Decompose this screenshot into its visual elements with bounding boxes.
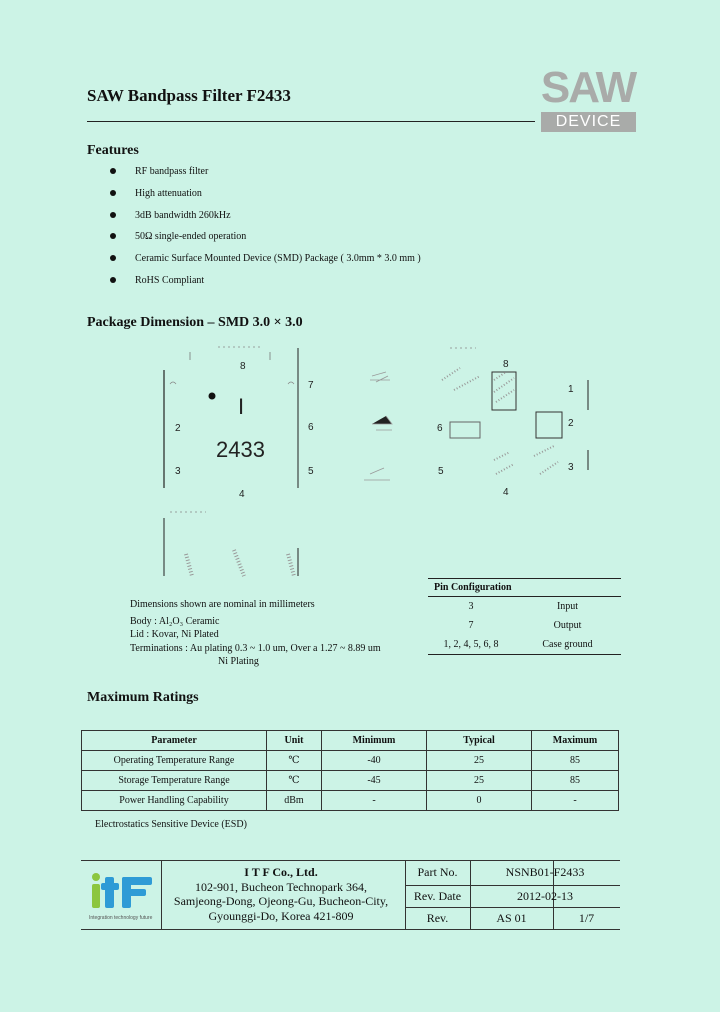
pin-configuration-table bbox=[428, 578, 621, 655]
bullet-icon bbox=[110, 212, 116, 218]
marking-line1: I bbox=[238, 394, 245, 419]
package-heading: Package Dimension – SMD 3.0 × 3.0 bbox=[87, 315, 303, 330]
bottom-pin-4: 4 bbox=[503, 487, 509, 498]
bottom-pin-1: 1 bbox=[568, 384, 574, 395]
top-pin-6: 6 bbox=[308, 422, 314, 433]
page-title: SAW Bandpass Filter F2433 bbox=[87, 86, 291, 105]
company-name: I T F Co., Ltd. bbox=[244, 865, 318, 879]
rev-date-value: 2012-02-13 bbox=[517, 889, 573, 903]
company-address: Gyounggi-Do, Korea 421-809 bbox=[208, 908, 354, 923]
top-pin-5: 5 bbox=[308, 466, 314, 477]
bottom-view bbox=[437, 348, 588, 498]
feature-item: 50Ω single-ended operation bbox=[110, 229, 421, 251]
top-pin-7: 7 bbox=[308, 380, 314, 391]
top-pin-2: 2 bbox=[175, 423, 181, 434]
rev-label: Rev. bbox=[426, 911, 449, 925]
rev-value: AS 01 bbox=[496, 911, 527, 925]
saw-device-logo bbox=[540, 63, 636, 133]
part-no-label: Part No. bbox=[417, 865, 458, 879]
bottom-pin-6: 6 bbox=[437, 423, 443, 434]
features-list bbox=[110, 164, 421, 295]
rev-date-label: Rev. Date bbox=[413, 889, 462, 903]
table-row: 1, 2, 4, 5, 6, 8 Case ground bbox=[428, 635, 621, 655]
note-line: Terminations : Au plating 0.3 ~ 1.0 um, Over a 1.27 ~ 8.89 um bbox=[130, 642, 381, 654]
company-address: Samjeong-Dong, Ojeong-Gu, Bucheon-City, bbox=[173, 894, 389, 908]
land-pattern bbox=[364, 372, 392, 480]
max-ratings-table bbox=[81, 730, 619, 811]
side-view bbox=[164, 512, 298, 576]
bullet-icon bbox=[110, 190, 116, 196]
top-pin-4: 4 bbox=[239, 489, 245, 500]
feature-item: Ceramic Surface Mounted Device (SMD) Package ( 3.0mm * 3.0 mm ) bbox=[110, 251, 421, 273]
package-dimension-drawing bbox=[150, 340, 620, 590]
feature-item: RoHS Compliant bbox=[110, 273, 421, 295]
title-divider bbox=[87, 121, 535, 122]
bullet-icon bbox=[110, 255, 116, 261]
top-pin-8: 8 bbox=[240, 361, 246, 372]
top-pin-3: 3 bbox=[175, 466, 181, 477]
top-view bbox=[164, 347, 314, 500]
part-no-value: NSNB01-F2433 bbox=[505, 865, 585, 879]
feature-item: 3dB bandwidth 260kHz bbox=[110, 208, 421, 230]
dimension-notes bbox=[130, 598, 381, 669]
esd-note: Electrostatics Sensitive Device (ESD) bbox=[95, 819, 247, 830]
bullet-icon bbox=[110, 233, 116, 239]
max-ratings-heading: Maximum Ratings bbox=[87, 690, 199, 705]
company-info bbox=[161, 865, 401, 923]
table-header-row: Parameter Unit Minimum Typical Maximum bbox=[82, 731, 619, 751]
document-footer bbox=[81, 860, 620, 930]
bottom-pin-5: 5 bbox=[438, 466, 444, 477]
logo-tagline: Integration technology future bbox=[89, 915, 153, 921]
features-heading: Features bbox=[87, 143, 139, 158]
note-line: Lid : Kovar, Ni Plated bbox=[130, 629, 219, 640]
table-row: 7 Output bbox=[468, 620, 582, 631]
feature-item: RF bandpass filter bbox=[110, 164, 421, 186]
bottom-pin-2: 2 bbox=[568, 418, 574, 429]
bullet-icon bbox=[110, 277, 116, 283]
bottom-pin-3: 3 bbox=[568, 462, 574, 473]
marking-line2: 2433 bbox=[216, 437, 265, 462]
table-row: Operating Temperature Range ℃ -40 25 85 bbox=[82, 751, 619, 771]
table-row: Power Handling Capability dBm - 0 - bbox=[82, 791, 619, 811]
table-row: Storage Temperature Range ℃ -45 25 85 bbox=[82, 771, 619, 791]
note-line: Body : Al₂O₃ Ceramic bbox=[130, 615, 220, 627]
page-number: 1/7 bbox=[578, 911, 595, 925]
company-address: 102-901, Bucheon Technopark 364, bbox=[195, 879, 367, 894]
logo-word: SAW bbox=[540, 63, 636, 112]
pin-config-heading: Pin Configuration bbox=[428, 579, 621, 597]
logo-sub: DEVICE bbox=[541, 112, 636, 132]
table-row: 3 Input bbox=[468, 601, 579, 612]
note-line: Dimensions shown are nominal in millimeters bbox=[130, 599, 315, 610]
bullet-icon bbox=[110, 168, 116, 174]
note-line: Ni Plating bbox=[218, 656, 259, 667]
bottom-pin-8: 8 bbox=[503, 359, 509, 370]
feature-item: High attenuation bbox=[110, 186, 421, 208]
itf-logo bbox=[87, 867, 159, 925]
